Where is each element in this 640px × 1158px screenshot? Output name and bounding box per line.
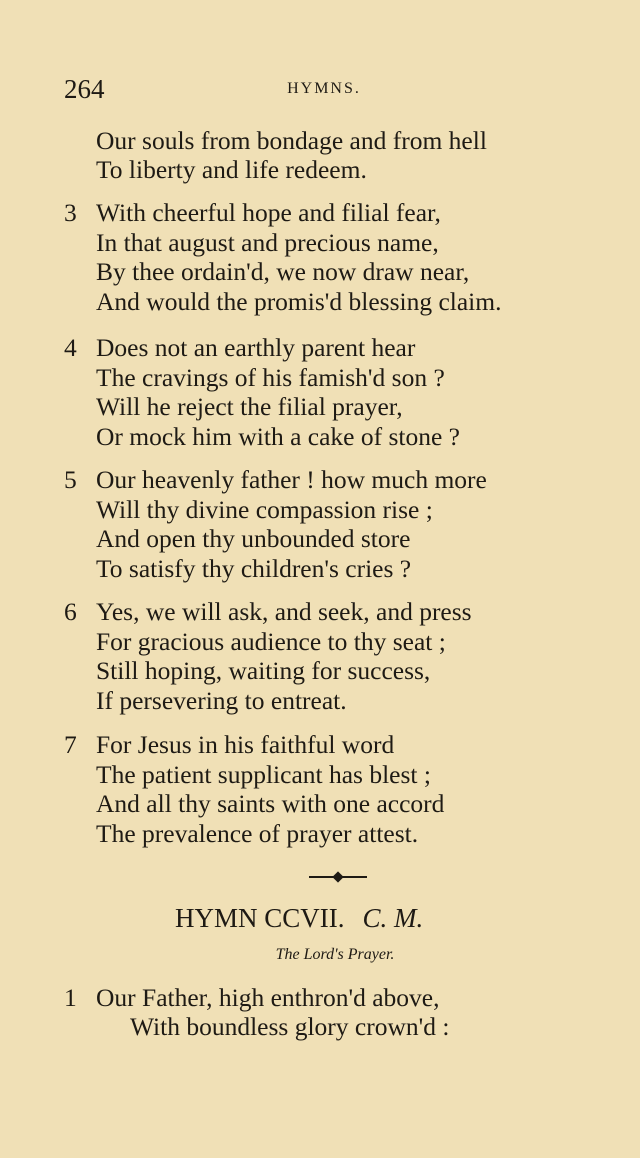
verse-line: Still hoping, waiting for success, [96, 656, 431, 685]
verse-line: And open thy unbounded store [96, 524, 411, 553]
verse-number: 4 [64, 333, 77, 362]
verse-number: 6 [64, 597, 77, 626]
verse-line: For Jesus in his faithful word [96, 730, 395, 759]
hymn-number: HYMN CCVII. [175, 903, 345, 933]
verse-line: The cravings of his famish'd son ? [96, 362, 445, 392]
verse-line: The patient supplicant has blest ; [96, 759, 431, 789]
verse-line: And would the promis'd blessing claim. [96, 286, 502, 316]
ornamental-divider [309, 876, 367, 878]
verse-line: Will he reject the filial prayer, [96, 392, 403, 421]
verse-line: Does not an earthly parent hear [96, 333, 416, 362]
verse-line: If persevering to entreat. [96, 685, 347, 715]
verse-line: Our souls from bondage and from hell [96, 126, 487, 155]
verse-number: 3 [64, 198, 77, 227]
verse-line: Our heavenly father ! how much more [96, 465, 487, 494]
hymn-title [175, 903, 423, 934]
verse-line: Our Father, high enthron'd above, [96, 983, 440, 1012]
verse-line: To liberty and life redeem. [96, 155, 367, 184]
verse-line: With cheerful hope and filial fear, [96, 198, 441, 227]
verse-number: 5 [64, 465, 77, 494]
verse-line: The prevalence of prayer attest. [96, 818, 419, 848]
verse-line: Will thy divine compassion rise ; [96, 494, 433, 524]
verse-line: To satisfy thy children's cries ? [96, 553, 412, 583]
verse-line: In that august and precious name, [96, 227, 439, 257]
verse-line: Yes, we will ask, and seek, and press [96, 597, 472, 626]
verse-line: With boundless glory crown'd : [130, 1012, 450, 1041]
verse-number: 7 [64, 730, 77, 759]
hymn-meter: C. M. [362, 903, 424, 933]
verse-line: Or mock him with a cake of stone ? [96, 421, 460, 451]
page-number: 264 [64, 74, 105, 104]
verse-line: For gracious audience to thy seat ; [96, 626, 446, 656]
verse-line: And all thy saints with one accord [96, 789, 445, 818]
running-head: HYMNS. [287, 80, 361, 97]
hymn-subtitle: The Lord's Prayer. [275, 946, 395, 963]
verse-line: By thee ordain'd, we now draw near, [96, 257, 470, 286]
verse-number: 1 [64, 983, 77, 1012]
